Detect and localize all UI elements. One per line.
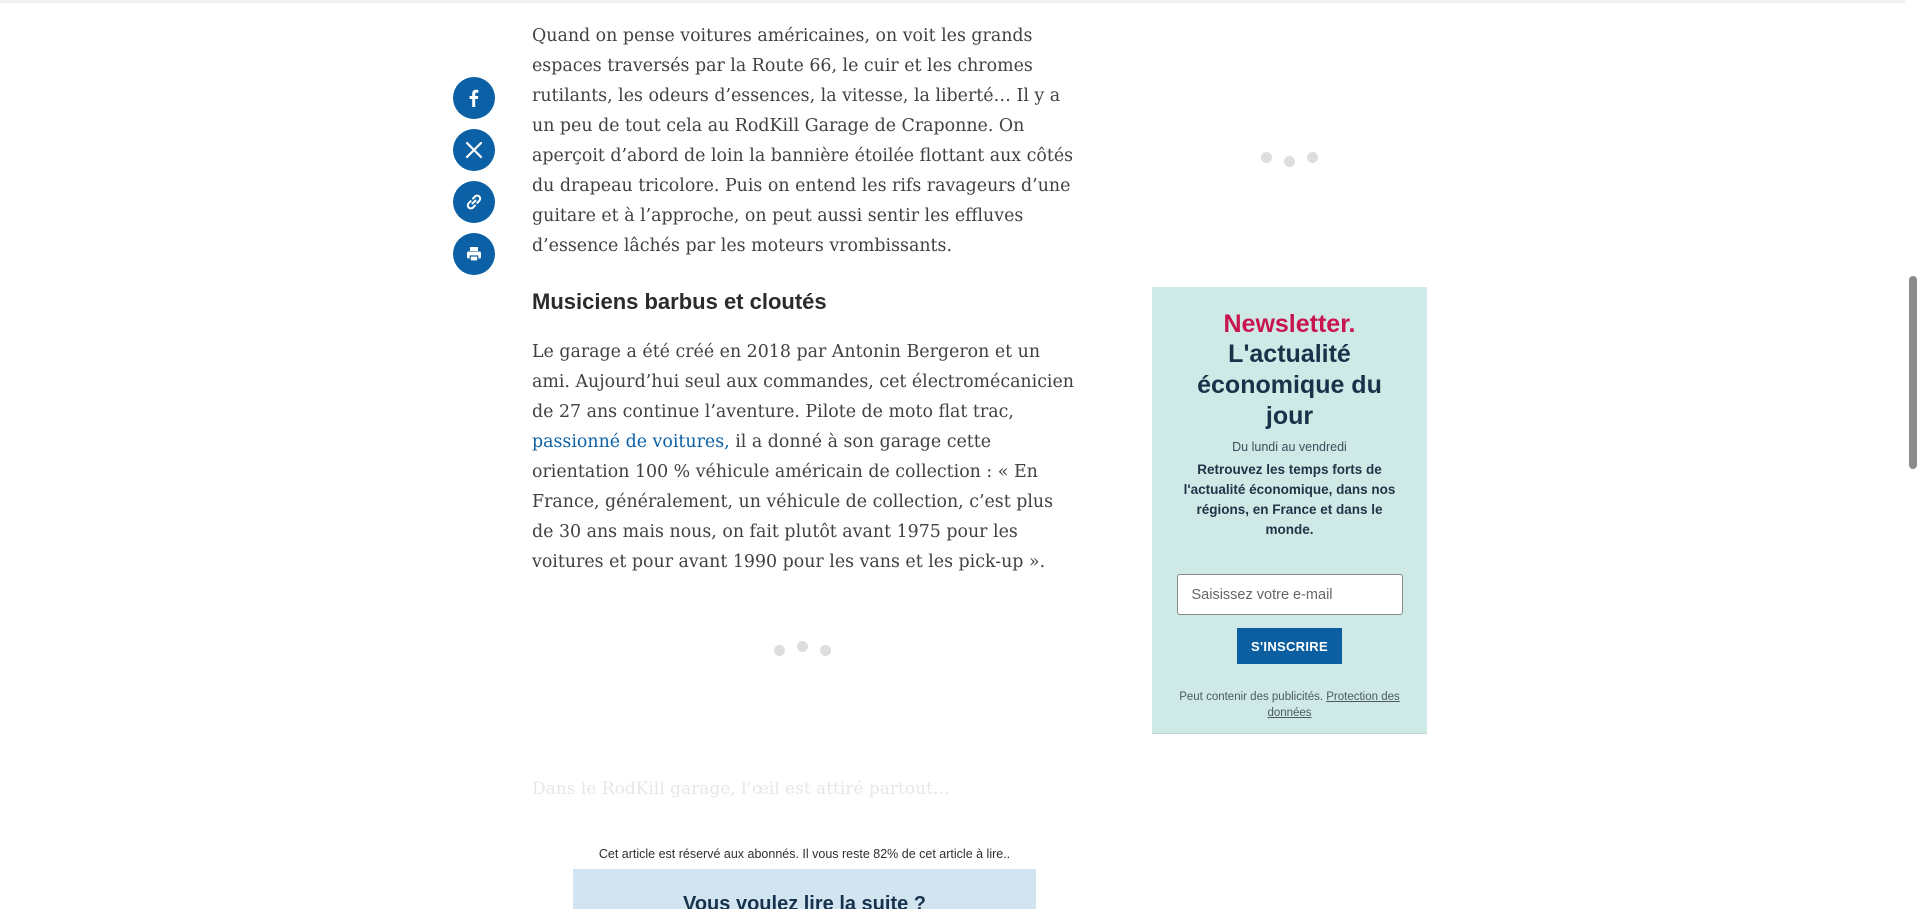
article-subheading: Musiciens barbus et cloutés [532,289,827,314]
loading-dot [1261,152,1272,163]
loading-dot [1307,152,1318,163]
share-facebook-button[interactable] [453,77,495,119]
link-icon [464,192,484,212]
paywall-box [573,869,1036,909]
paragraph-text: il a donné à son garage cette orientation 100 % véhicule américain de collection : « En France, généralement, un véhicule de collection, c’est plus de 30 ans mais nous, on fait plutôt avant 1975 pour les voitures et pour avant 1990 pour les vans et les pick-up ». [532,432,1054,572]
newsletter-frequency: Du lundi au vendredi [1232,440,1347,454]
newsletter-subscribe-button[interactable]: S'INSCRIRE [1237,628,1342,664]
loading-dot [1284,156,1295,167]
article-body [532,21,1077,577]
paragraph-text: Le garage a été créé en 2018 par Antonin Bergeron et un ami. Aujourd’hui seul aux commandes, cet électromécanicien de 27 ans continue l’aventure. Pilote de moto flat trac, [532,342,1074,422]
newsletter-title: L'actualité économique du jour [1197,340,1382,430]
print-icon [464,244,484,264]
loading-dot [820,645,831,656]
legal-text: Peut contenir des publicités. [1179,691,1327,703]
ad-loading-indicator [1261,152,1318,163]
loading-dot [797,641,808,652]
newsletter-kicker: Newsletter. [1223,310,1356,338]
share-x-button[interactable] [453,129,495,171]
x-icon [465,141,483,159]
top-divider [0,0,1920,3]
data-protection-link[interactable]: Protection des données [1267,691,1400,719]
paywall-note: Cet article est réservé aux abonnés. Il vous reste 82% de cet article à lire.. [598,847,1011,861]
inline-article-link[interactable]: passionné de voitures, [532,432,730,452]
newsletter-legal [1172,689,1407,721]
facebook-icon [464,88,484,108]
ad-loading-indicator [774,645,831,656]
loading-dot [774,645,785,656]
scrollbar-thumb[interactable] [1909,276,1917,469]
page-scrollbar[interactable] [1905,0,1920,899]
faded-teaser-text: Dans le RodKill garage, l’œil est attiré partout… [532,779,950,799]
article-paragraph [532,337,1077,577]
newsletter-description: Retrouvez les temps forts de l'actualité économique, dans nos régions, en France et dans le monde. [1183,462,1396,537]
share-rail [453,77,495,285]
paywall-heading: Vous voulez lire la suite ? [682,893,927,909]
print-button[interactable] [453,233,495,275]
newsletter-email-input[interactable] [1177,574,1403,615]
copy-link-button[interactable] [453,181,495,223]
article-paragraph: Quand on pense voitures américaines, on voit les grands espaces traversés par la Route 66, le cuir et les chromes rutilants, les odeurs d’essences, la vitesse, la liberté… Il y a un peu de tout cela au RodKill Garage de Craponne. On aperçoit d’abord de loin la bannière étoilée flottant aux côtés du drapeau tricolore. Puis on entend les rifs ravageurs d’une guitare et à l’approche, on peut aussi sentir les effluves d’essence lâchés par les moteurs vrombissants. [532,26,1074,256]
newsletter-box [1152,287,1427,734]
